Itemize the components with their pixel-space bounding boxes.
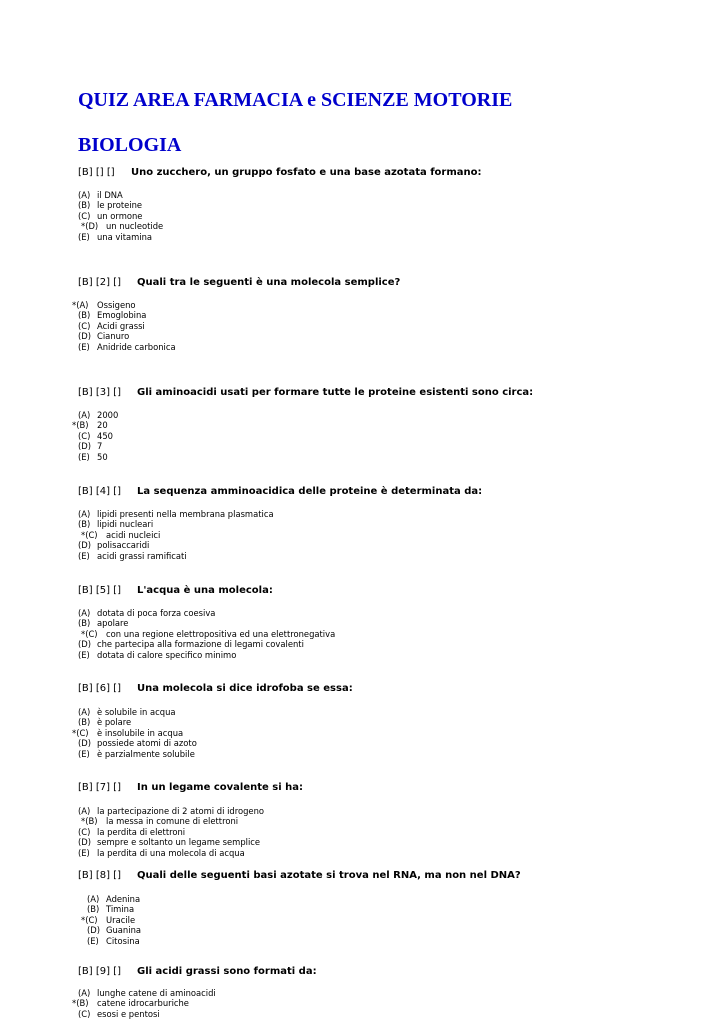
option-letter: (A): [87, 894, 100, 904]
option-letter: (E): [78, 748, 90, 759]
option-letter: (C): [78, 1008, 91, 1019]
question-text: Gli aminoacidi usati per formare tutte le proteine esistenti sono circa:: [137, 387, 534, 398]
question-header: [0, 583, 724, 599]
question-tag: [B] [9] []: [78, 966, 121, 977]
question-text: La sequenza amminoacidica delle proteine è determinata da:: [137, 486, 483, 497]
option-letter: (D): [78, 331, 91, 342]
answer-options: [0, 707, 724, 759]
answer-option-correct: [0, 530, 724, 540]
option-letter: (B): [78, 717, 91, 728]
option-letter: (A): [78, 707, 91, 717]
question-block: [0, 681, 724, 759]
question-text: Gli acidi grassi sono formati da:: [137, 966, 317, 977]
option-text: è solubile in acqua: [97, 707, 176, 717]
question-tag: [B] [2] []: [78, 277, 121, 288]
answer-options: [0, 988, 724, 1019]
option-letter: (E): [78, 649, 90, 660]
answer-options: [0, 608, 724, 660]
question-text: Uno zucchero, un gruppo fosfato e una base azotata formano:: [131, 167, 482, 178]
question-tag: [B] [3] []: [78, 387, 121, 398]
answer-option-correct: [0, 629, 724, 639]
answer-option-correct: [0, 998, 724, 1008]
question-tag: [B] [] []: [78, 167, 115, 178]
option-text: lipidi presenti nella membrana plasmatica: [97, 509, 274, 519]
option-text: la perdita di una molecola di acqua: [97, 847, 245, 858]
option-letter: (C): [78, 430, 91, 441]
option-letter: (D): [78, 738, 91, 749]
option-letter: (D): [87, 925, 100, 936]
option-text: lipidi nucleari: [97, 519, 154, 530]
option-text: 7: [97, 441, 103, 452]
answer-option-correct: [0, 816, 724, 826]
option-text: un nucleotide: [106, 221, 164, 232]
answer-option: [0, 904, 724, 914]
answer-option-correct: [0, 300, 724, 310]
question-block: [0, 780, 724, 858]
option-text: sempre e soltanto un legame semplice: [97, 837, 261, 848]
option-text: 2000: [97, 410, 119, 420]
answer-option: [0, 509, 724, 519]
option-text: con una regione elettropositiva ed una elettronegativa: [106, 628, 336, 639]
option-letter: (D): [78, 639, 91, 650]
option-letter: (A): [78, 988, 91, 998]
question-tag: [B] [6] []: [78, 683, 121, 694]
option-letter: *(D): [81, 221, 99, 232]
option-letter: (D): [78, 441, 91, 452]
answer-options: [0, 806, 724, 858]
answer-options: [0, 190, 724, 242]
question-tag: [B] [7] []: [78, 782, 121, 793]
option-text: possiede atomi di azoto: [97, 738, 197, 749]
option-letter: *(C): [72, 727, 89, 738]
option-text: una vitamina: [97, 231, 153, 242]
question-block: [0, 484, 724, 561]
option-text: Guanina: [106, 925, 142, 936]
option-text: 450: [97, 430, 113, 441]
question-header: [0, 681, 724, 697]
question-header: [0, 484, 724, 500]
question-header: [0, 964, 724, 980]
question-header: [0, 165, 724, 181]
question-text: Quali tra le seguenti è una molecola semplice?: [137, 277, 401, 288]
answer-option: [0, 988, 724, 998]
option-letter: (E): [78, 231, 90, 242]
answer-option-correct: [0, 728, 724, 738]
option-letter: *(B): [81, 816, 98, 827]
option-letter: (B): [78, 310, 91, 321]
option-letter: (A): [78, 806, 91, 816]
option-letter: (C): [78, 826, 91, 837]
answer-option: [0, 190, 724, 200]
document-title: QUIZ AREA FARMACIA e SCIENZE MOTORIE: [78, 89, 513, 111]
answer-option: [0, 650, 724, 660]
option-text: 20: [97, 420, 108, 431]
option-letter: (E): [78, 847, 90, 858]
answer-option-correct: [0, 221, 724, 231]
answer-option: [0, 1009, 724, 1019]
option-text: è insolubile in acqua: [97, 727, 184, 738]
option-text: dotata di poca forza coesiva: [97, 608, 216, 618]
option-letter: *(A): [72, 300, 89, 310]
answer-option: [0, 431, 724, 441]
option-letter: *(C): [81, 628, 98, 639]
answer-option: [0, 936, 724, 946]
question-block: [0, 583, 724, 660]
option-letter: (A): [78, 410, 91, 420]
answer-option: [0, 310, 724, 320]
option-letter: (E): [78, 341, 90, 352]
answer-option: [0, 608, 724, 618]
option-text: polisaccaridi: [97, 540, 150, 551]
answer-option: [0, 551, 724, 561]
answer-options: [0, 410, 724, 462]
question-tag: [B] [8] []: [78, 870, 121, 881]
answer-option: [0, 441, 724, 451]
option-text: Cianuro: [97, 331, 130, 342]
option-text: Anidride carbonica: [97, 341, 176, 352]
option-text: Acidi grassi: [97, 320, 145, 331]
question-block: [0, 165, 724, 242]
answer-option: [0, 540, 724, 550]
question-block: [0, 868, 724, 946]
option-text: apolare: [97, 618, 129, 629]
option-text: la partecipazione di 2 atomi di idrogeno: [97, 806, 265, 816]
question-block: [0, 964, 724, 1019]
answer-options: [0, 509, 724, 561]
option-text: Citosina: [106, 935, 140, 946]
answer-option: [0, 717, 724, 727]
option-text: dotata di calore specifico minimo: [97, 649, 237, 660]
question-text: L'acqua è una molecola:: [137, 585, 273, 596]
question-header: [0, 275, 724, 291]
option-letter: (D): [78, 837, 91, 848]
option-letter: (C): [78, 320, 91, 331]
question-header: [0, 868, 724, 884]
question-text: In un legame covalente si ha:: [137, 782, 304, 793]
option-letter: (E): [87, 935, 99, 946]
option-letter: (A): [78, 190, 91, 200]
answer-option: [0, 806, 724, 816]
answer-option-correct: [0, 915, 724, 925]
answer-option: [0, 321, 724, 331]
option-text: che partecipa alla formazione di legami covalenti: [97, 639, 304, 650]
option-letter: (A): [78, 509, 91, 519]
answer-options: [0, 300, 724, 352]
option-letter: (B): [78, 519, 91, 530]
option-text: Timina: [106, 904, 135, 915]
answer-option: [0, 894, 724, 904]
answer-option: [0, 837, 724, 847]
option-text: la perdita di elettroni: [97, 826, 186, 837]
option-text: esosi e pentosi: [97, 1008, 160, 1019]
option-letter: *(C): [81, 914, 98, 925]
option-text: è polare: [97, 717, 132, 728]
answer-option: [0, 639, 724, 649]
option-text: Uracile: [106, 914, 136, 925]
option-letter: (C): [78, 210, 91, 221]
option-text: lunghe catene di aminoacidi: [97, 988, 216, 998]
option-letter: *(C): [81, 529, 98, 540]
option-text: le proteine: [97, 200, 143, 211]
option-text: è parzialmente solubile: [97, 748, 195, 759]
answer-option: [0, 519, 724, 529]
answer-option: [0, 331, 724, 341]
option-text: il DNA: [97, 190, 123, 200]
question-header: [0, 385, 724, 401]
answer-option: [0, 707, 724, 717]
option-text: un ormone: [97, 210, 143, 221]
answer-option: [0, 738, 724, 748]
question-tag: [B] [5] []: [78, 585, 121, 596]
option-text: 50: [97, 451, 108, 462]
question-text: Quali delle seguenti basi azotate si trova nel RNA, ma non nel DNA?: [137, 870, 521, 881]
answer-option: [0, 410, 724, 420]
option-text: acidi grassi ramificati: [97, 550, 187, 561]
option-letter: (E): [78, 550, 90, 561]
option-letter: (B): [78, 618, 91, 629]
question-header: [0, 780, 724, 796]
option-text: Emoglobina: [97, 310, 147, 321]
option-text: catene idrocarburiche: [97, 998, 189, 1009]
answer-option: [0, 232, 724, 242]
question-tag: [B] [4] []: [78, 486, 121, 497]
option-letter: *(B): [72, 998, 89, 1009]
answer-option: [0, 749, 724, 759]
option-text: Adenina: [106, 894, 141, 904]
section-title: BIOLOGIA: [78, 134, 182, 156]
answer-option-correct: [0, 420, 724, 430]
answer-option: [0, 848, 724, 858]
answer-option: [0, 342, 724, 352]
option-letter: (D): [78, 540, 91, 551]
option-text: Ossigeno: [97, 300, 136, 310]
question-block: [0, 275, 724, 352]
answer-option: [0, 200, 724, 210]
question-text: Una molecola si dice idrofoba se essa:: [137, 683, 353, 694]
question-block: [0, 385, 724, 462]
option-letter: (A): [78, 608, 91, 618]
option-letter: (E): [78, 451, 90, 462]
option-text: la messa in comune di elettroni: [106, 816, 239, 827]
answer-option: [0, 925, 724, 935]
answer-options: [0, 894, 724, 946]
answer-option: [0, 827, 724, 837]
option-text: acidi nucleici: [106, 529, 161, 540]
option-letter: *(B): [72, 420, 89, 431]
answer-option: [0, 452, 724, 462]
answer-option: [0, 618, 724, 628]
option-letter: (B): [78, 200, 91, 211]
option-letter: (B): [87, 904, 100, 915]
answer-option: [0, 211, 724, 221]
